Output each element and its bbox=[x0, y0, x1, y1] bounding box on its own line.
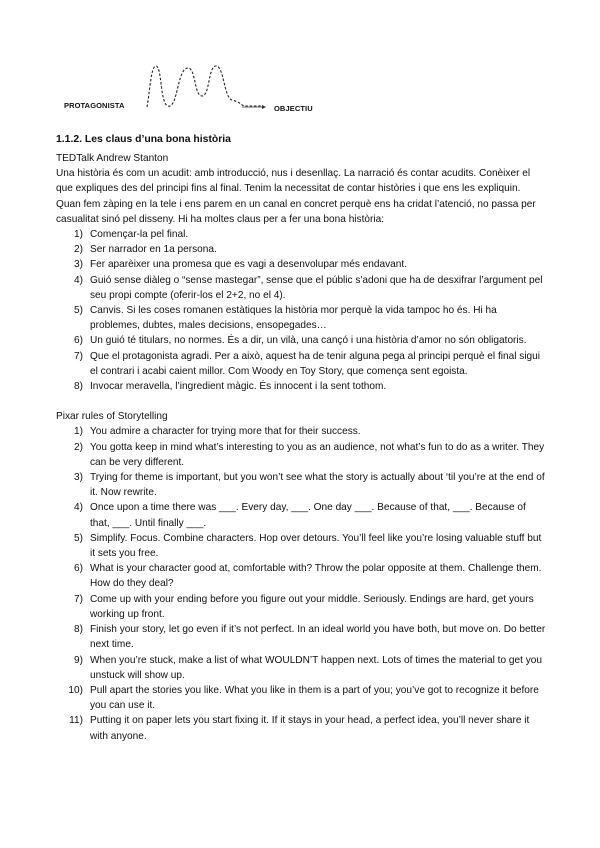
pixar-rule-item bbox=[56, 653, 546, 683]
pixar-rule-item bbox=[56, 683, 546, 713]
list-item-text: Come up with your ending before you figure out your middle. Seriously. Endings are hard, get yours working up front. bbox=[90, 593, 534, 620]
list-number: 1) bbox=[74, 229, 83, 241]
story-key-item bbox=[56, 379, 546, 394]
story-key-item bbox=[56, 303, 546, 333]
list-item-text: Guió sense diàleg o “sense mastegar”, sense que el públic s'adoni que ha de desxifrar l’argument pel seu propi compte (oferir-los el 2+2, no el 4). bbox=[90, 274, 543, 301]
story-arc-diagram bbox=[0, 0, 600, 125]
source-line: TEDTalk Andrew Stanton bbox=[56, 153, 169, 164]
list-item-text: You gotta keep in mind what’s interesting to you as an audience, not what’s fun to do as a writer. They can be very different. bbox=[90, 441, 545, 468]
list-item-text: Simplify. Focus. Combine characters. Hop over detours. You’ll feel like you’re losing valuable stuff but it sets you free. bbox=[90, 532, 542, 560]
story-key-item bbox=[56, 349, 546, 379]
list-item-text: Que el protagonista agradi. Per a això, aquest ha de tenir alguna pega al principi perquè el final sigui el contrari i acabi caient millor. Com Woody en Toy Story, que comença sent egoista. bbox=[90, 350, 541, 377]
story-key-item bbox=[56, 242, 546, 257]
pixar-rule-item bbox=[56, 424, 546, 439]
story-key-item bbox=[56, 257, 546, 272]
section-title: 1.1.2. Les claus d’una bona història bbox=[56, 134, 231, 145]
intro-paragraph: Una història és com un acudit: amb introducció, nus i desenllaç. La narració és contar acudits. Conèixer el que expliques des del principi fins al final. Tenim la necessitat de contar històries i que ens les expliquin. Quan fem zàping en la tele i ens parem en un canal en concret perquè ens ha cridat l’atenció, no passa per casualitat sinó pel disseny. Hi ha moltes claus per a fer una bona història: bbox=[56, 168, 536, 225]
list-number: 11) bbox=[69, 715, 83, 727]
list-item-text: Fer aparèixer una promesa que es vagi a desenvolupar més endavant. bbox=[90, 259, 408, 271]
list-number: 6) bbox=[74, 563, 83, 575]
list-number: 2) bbox=[74, 441, 83, 453]
pixar-rule-item bbox=[56, 470, 546, 500]
list-item-text: When you’re stuck, make a list of what WOULDN’T happen next. Lots of times the material to get you unstuck will show up. bbox=[90, 654, 542, 681]
list-item-text: Trying for theme is important, but you won’t see what the story is actually about ‘til you’re at the end of it. Now rewrite. bbox=[90, 472, 545, 499]
list-number: 1) bbox=[74, 426, 83, 438]
list-item-text: Començar-la pel final. bbox=[90, 229, 189, 241]
story-key-item bbox=[56, 273, 546, 303]
list-item-text: Finish your story, let go even if it’s not perfect. In an ideal world you have both, but move on. Do better next time. bbox=[90, 624, 546, 651]
list-item-text: Un guió té titulars, no normes. És a dir, un vilà, una cançó i una història d’amor no són obligatoris. bbox=[90, 335, 527, 347]
list-number: 4) bbox=[74, 274, 83, 286]
pixar-rule-item bbox=[56, 592, 546, 622]
pixar-rules-list bbox=[56, 424, 546, 743]
list-number: 2) bbox=[74, 244, 83, 256]
pixar-rule-item bbox=[56, 713, 546, 743]
list-item-text: What is your character good at, comfortable with? Throw the polar opposite at them. Challenge them. How do they deal? bbox=[90, 563, 542, 590]
list-number: 9) bbox=[74, 654, 83, 666]
pixar-rule-item bbox=[56, 531, 546, 561]
list-item-text: Ser narrador en 1a persona. bbox=[90, 244, 217, 256]
arrow-head bbox=[262, 105, 266, 109]
list-number: 4) bbox=[74, 502, 83, 514]
objective-label: OBJECTIU bbox=[274, 104, 313, 113]
pixar-rule-item bbox=[56, 622, 546, 652]
story-arc-curve bbox=[147, 66, 262, 107]
list-number: 3) bbox=[74, 472, 83, 484]
story-key-item bbox=[56, 227, 546, 242]
list-number: 5) bbox=[74, 532, 83, 544]
pixar-rule-item bbox=[56, 561, 546, 591]
list-item-text: Pull apart the stories you like. What you like in them is a part of you; you’ve got to recognize it before you can use it. bbox=[90, 684, 539, 712]
list-number: 8) bbox=[74, 381, 83, 393]
list-number: 7) bbox=[74, 350, 83, 362]
list-number: 5) bbox=[74, 305, 83, 317]
list-item-text: Once upon a time there was ___. Every day, ___. One day ___. Because of that, ___. Because of that, ___. Until finally ___. bbox=[90, 502, 526, 529]
list-number: 3) bbox=[74, 259, 83, 271]
story-keys-list bbox=[56, 227, 546, 394]
pixar-rule-item bbox=[56, 440, 546, 470]
list-item-text: Putting it on paper lets you start fixing it. If it stays in your head, a perfect idea, you’ll never share it with anyone. bbox=[90, 715, 530, 742]
list-number: 8) bbox=[74, 624, 83, 636]
pixar-rule-item bbox=[56, 500, 546, 530]
list-item-text: You admire a character for trying more that for their success. bbox=[90, 426, 361, 438]
story-key-item bbox=[56, 333, 546, 348]
list-number: 6) bbox=[74, 335, 83, 347]
document-body bbox=[56, 133, 546, 744]
list-number: 10) bbox=[68, 684, 83, 696]
protagonist-label: PROTAGONISTA bbox=[64, 101, 125, 110]
list-item-text: Invocar meravella, l’ingredient màgic. És innocent i la sent tothom. bbox=[90, 381, 387, 393]
pixar-title: Pixar rules of Storytelling bbox=[56, 411, 168, 423]
list-number: 7) bbox=[74, 593, 83, 605]
list-item-text: Canvis. Si les coses romanen estàtiques la història mor perquè la vida tampoc ho és. Hi ha problemes, dubtes, males decisions, ensopegades… bbox=[90, 305, 497, 332]
